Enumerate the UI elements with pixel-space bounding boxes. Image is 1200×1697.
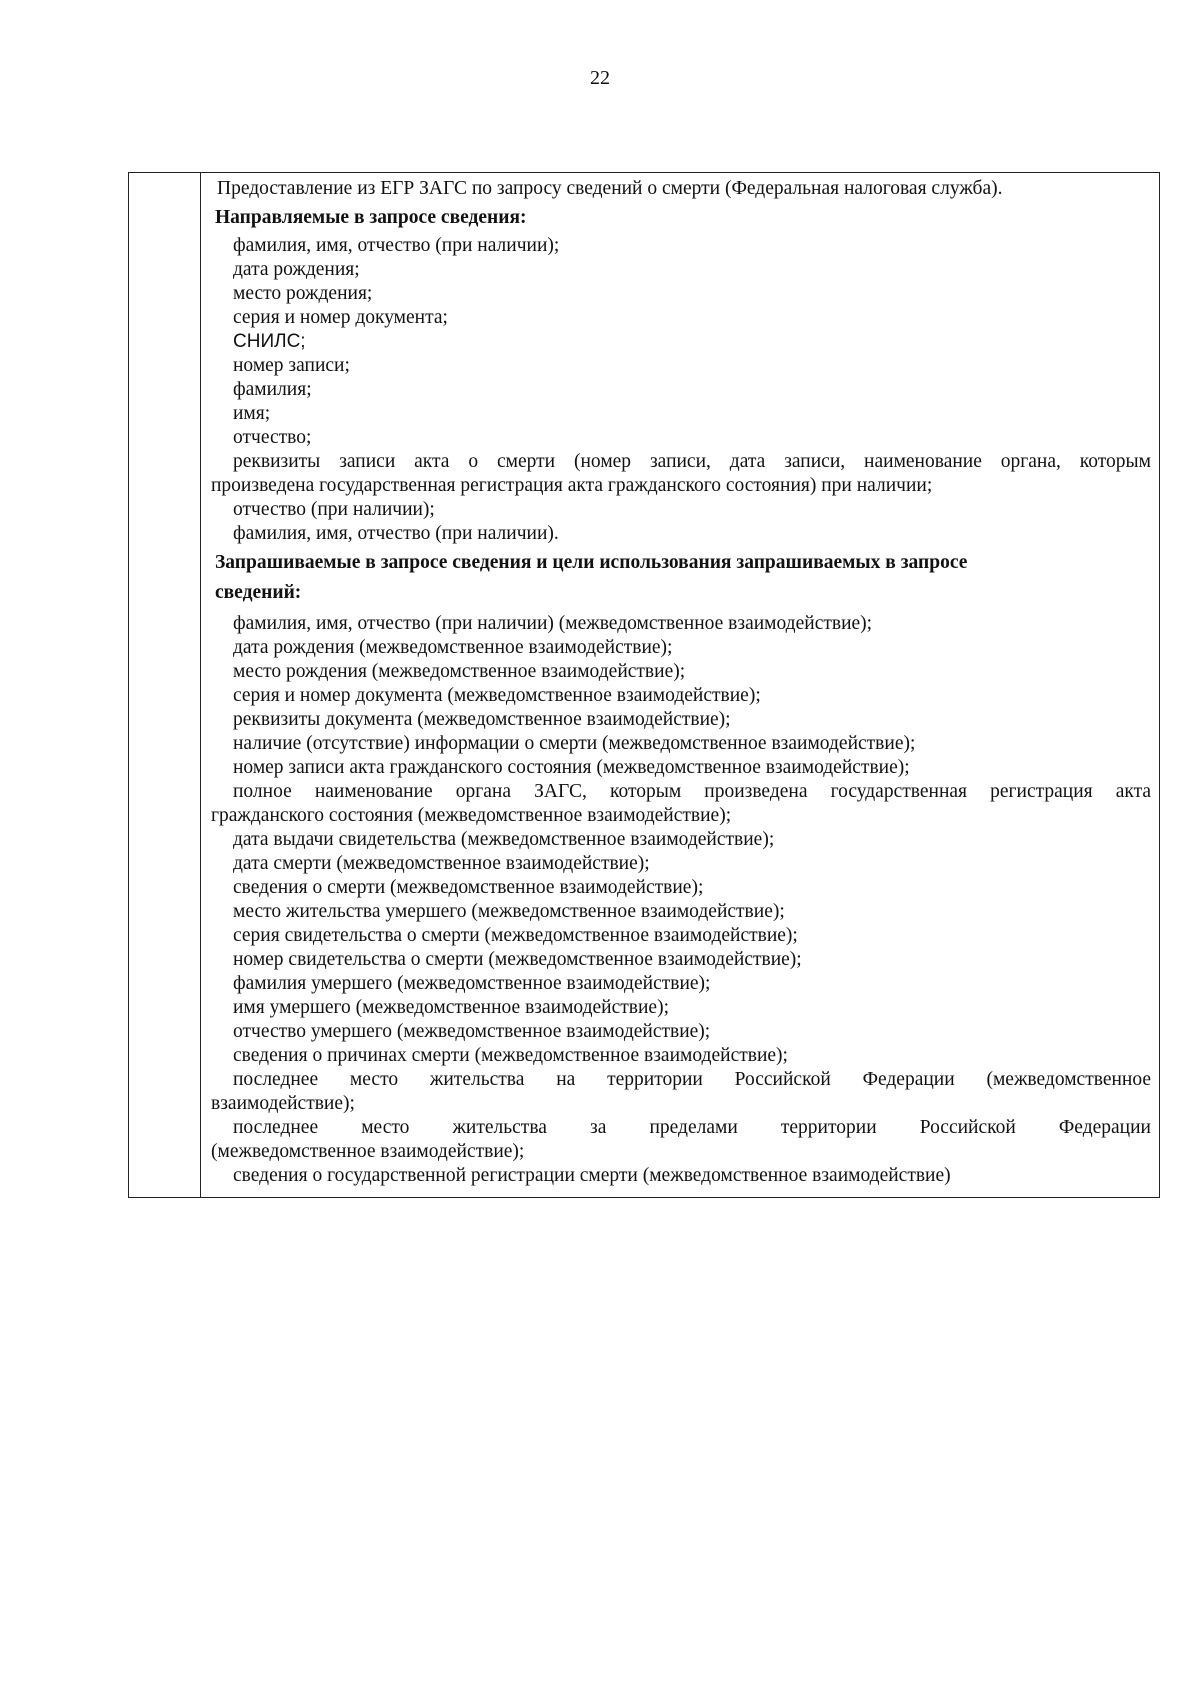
sent-items-list bbox=[211, 234, 1151, 546]
list-item-last-residence-abroad-line1: последнее место жительства за пределами территории Российской Федерации bbox=[233, 1117, 1151, 1138]
list-item: дата смерти (межведомственное взаимодействие); bbox=[233, 853, 650, 874]
list-item-zags-line2: гражданского состояния (межведомственное взаимодействие); bbox=[211, 805, 732, 826]
list-item-last-residence-rf-line2: взаимодействие); bbox=[211, 1093, 355, 1114]
list-item: отчество; bbox=[233, 427, 312, 448]
list-item-zags-line1: полное наименование органа ЗАГС, которым произведена государственная регистрация акта bbox=[233, 781, 1151, 802]
list-item: имя; bbox=[233, 403, 271, 424]
table-left-column bbox=[129, 173, 201, 1197]
list-item: отчество умершего (межведомственное взаимодействие); bbox=[233, 1021, 711, 1042]
list-item-last-residence-abroad-line2: (межведомственное взаимодействие); bbox=[211, 1141, 525, 1162]
list-item: отчество (при наличии); bbox=[233, 499, 435, 520]
heading-requested-line2: сведений: bbox=[215, 582, 302, 603]
list-item: дата рождения; bbox=[233, 259, 360, 280]
list-item: место рождения; bbox=[233, 283, 373, 304]
list-item: СНИЛС; bbox=[233, 331, 306, 352]
list-item: номер записи акта гражданского состояния (межведомственное взаимодействие); bbox=[233, 757, 910, 778]
list-item: место рождения (межведомственное взаимодействие); bbox=[233, 661, 686, 682]
list-item: наличие (отсутствие) информации о смерти (межведомственное взаимодействие); bbox=[233, 733, 916, 754]
list-item: фамилия, имя, отчество (при наличии). bbox=[233, 523, 559, 544]
heading-requested-data bbox=[211, 548, 1151, 608]
list-item: сведения о причинах смерти (межведомственное взаимодействие); bbox=[233, 1045, 788, 1066]
list-item: серия и номер документа (межведомственное взаимодействие); bbox=[233, 685, 761, 706]
list-item: сведения о смерти (межведомственное взаимодействие); bbox=[233, 877, 704, 898]
heading-sent-data: Направляемые в запросе сведения: bbox=[215, 207, 527, 228]
list-item: фамилия умершего (межведомственное взаимодействие); bbox=[233, 973, 711, 994]
list-item: имя умершего (межведомственное взаимодействие); bbox=[233, 997, 669, 1018]
list-item: дата рождения (межведомственное взаимодействие); bbox=[233, 637, 673, 658]
list-item: фамилия, имя, отчество (при наличии) (межведомственное взаимодействие); bbox=[233, 613, 873, 634]
page-number: 22 bbox=[590, 67, 610, 89]
list-item: место жительства умершего (межведомственное взаимодействие); bbox=[233, 901, 785, 922]
list-item: фамилия; bbox=[233, 379, 312, 400]
content-table bbox=[128, 172, 1160, 1198]
heading-requested-line1: Запрашиваемые в запросе сведения и цели использования запрашиваемых в запросе bbox=[215, 552, 968, 573]
list-item: фамилия, имя, отчество (при наличии); bbox=[233, 235, 560, 256]
intro-text: Предоставление из ЕГР ЗАГС по запросу сведений о смерти (Федеральная налоговая служба). bbox=[217, 178, 1003, 199]
list-item-requisites-line2: произведена государственная регистрация акта гражданского состояния) при наличии; bbox=[211, 475, 933, 496]
list-item: номер записи; bbox=[233, 355, 350, 376]
list-item: номер свидетельства о смерти (межведомственное взаимодействие); bbox=[233, 949, 802, 970]
list-item: серия и номер документа; bbox=[233, 307, 448, 328]
list-item: реквизиты документа (межведомственное взаимодействие); bbox=[233, 709, 731, 730]
list-item-requisites-line1: реквизиты записи акта о смерти (номер записи, дата записи, наименование органа, которым bbox=[233, 451, 1151, 472]
list-item-last-residence-rf-line1: последнее место жительства на территории Российской Федерации (межведомственное bbox=[233, 1069, 1151, 1090]
list-item-final: сведения о государственной регистрации смерти (межведомственное взаимодействие) bbox=[233, 1165, 951, 1186]
list-item: дата выдачи свидетельства (межведомственное взаимодействие); bbox=[233, 829, 775, 850]
requested-items-list bbox=[211, 612, 1151, 1188]
list-item: серия свидетельства о смерти (межведомственное взаимодействие); bbox=[233, 925, 798, 946]
table-content-cell bbox=[201, 173, 1159, 1197]
